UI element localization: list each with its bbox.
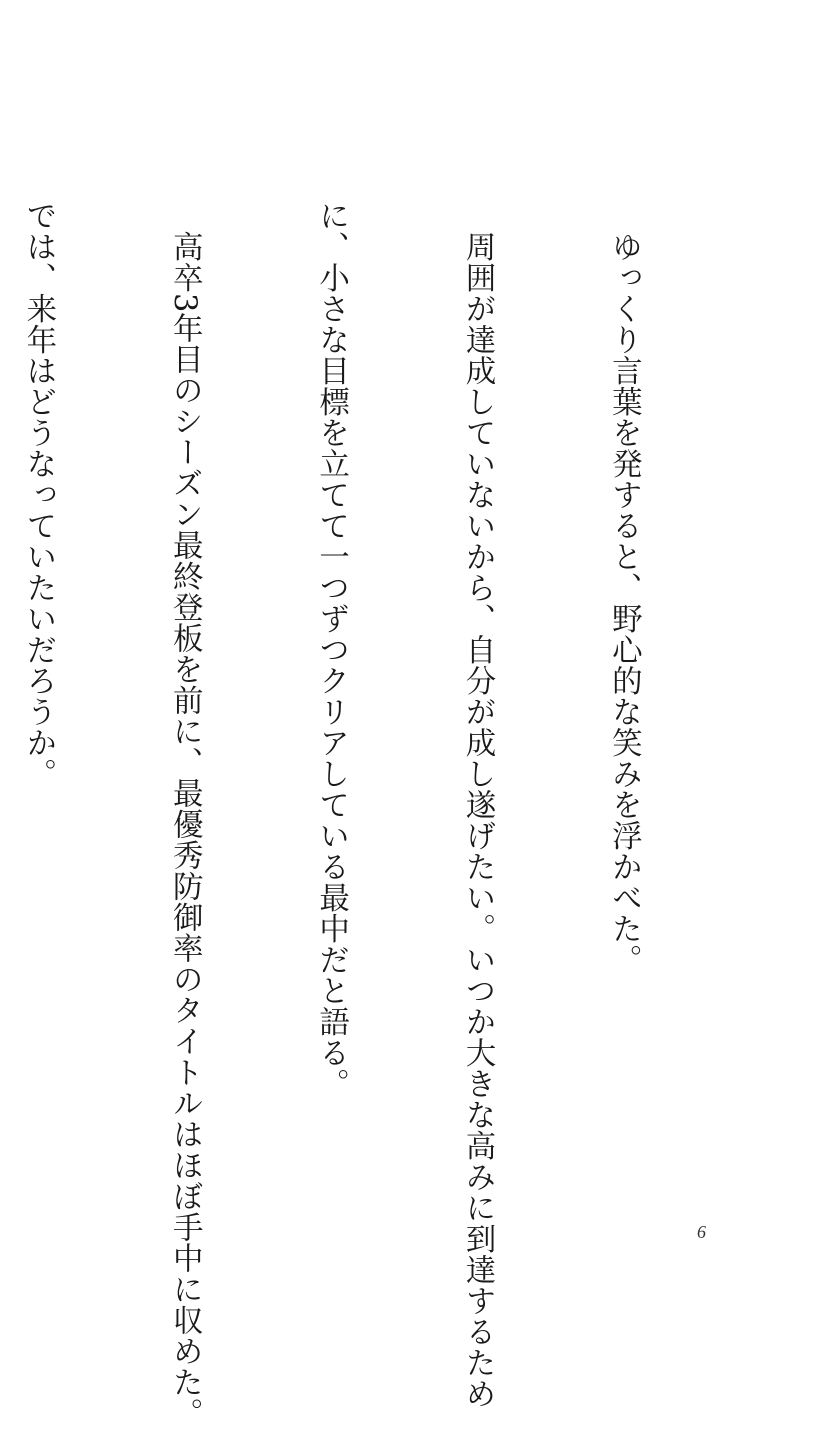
text-line: に、小さな目標を立てて一つずつクリアしている最中だと語る。: [313, 200, 349, 1099]
text-line: ゆっくり言葉を発すると、野心的な笑みを浮かべた。: [606, 200, 642, 975]
text-line: 高卒3年目のシーズン最終登板を前に、最優秀防御率のタイトルはほぼ手中に収めた。: [167, 200, 203, 1429]
text-line: 周囲が達成していないから、自分が成し遂げたい。いつか大きな高みに到達するため: [460, 200, 496, 1409]
page-number: 6: [697, 1222, 706, 1242]
text-line: では、来年はどうなっていたいだろうか。: [20, 200, 56, 789]
body-text: [0, 200, 745, 1429]
